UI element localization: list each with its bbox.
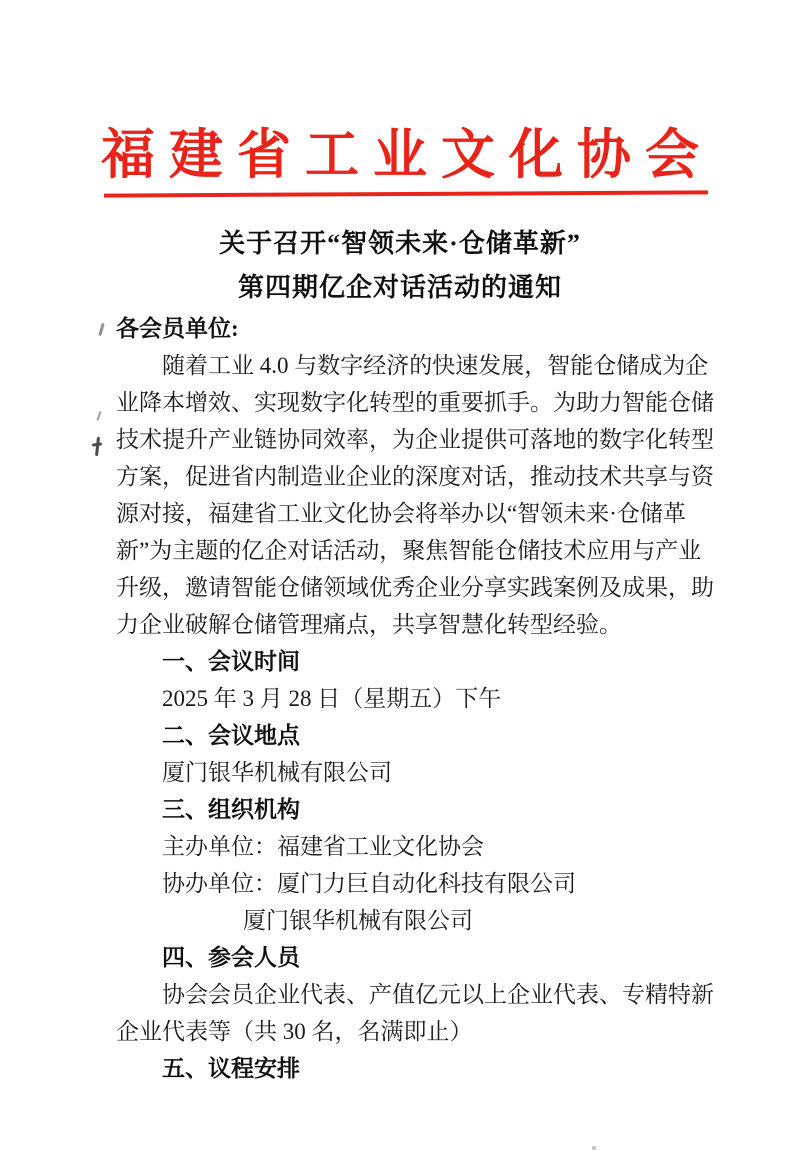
section-heading-organizers: 三、组织机构: [162, 797, 300, 822]
salutation: 各会员单位:: [116, 316, 239, 341]
notice-title: [100, 222, 700, 310]
intro-line-3: 技术提升产业链协同效率，为企业提供可落地的数字化转型: [116, 427, 714, 452]
organizer-co-host-line-2: 厦门银华机械有限公司: [243, 908, 473, 933]
scan-artifact: [92, 442, 102, 446]
letterhead-divider-line: [104, 190, 708, 197]
intro-line-6: 新”为主题的亿企对话活动，聚焦智能仓储技术应用与产业: [116, 538, 702, 563]
section-heading-participants: 四、参会人员: [162, 945, 300, 970]
scan-artifact: [98, 323, 104, 336]
intro-line-7: 升级，邀请智能仓储领域优秀企业分享实践案例及成果，助: [116, 575, 714, 600]
meeting-place-value: 厦门银华机械有限公司: [162, 760, 392, 785]
scan-artifact: [95, 437, 100, 456]
section-heading-meeting-place: 二、会议地点: [162, 723, 300, 748]
participants-line-1: 协会会员企业代表、产值亿元以上企业代表、专精特新: [162, 982, 714, 1007]
intro-line-4: 方案，促进省内制造业企业的深度对话，推动技术共享与资: [116, 464, 714, 489]
scan-artifact: [592, 1146, 596, 1150]
notice-body: [116, 310, 726, 1087]
organizer-co-host-line: 协办单位：厦门力巨自动化科技有限公司: [162, 871, 576, 896]
participants-line-2: 企业代表等（共 30 名，名满即止）: [116, 1019, 473, 1044]
notice-title-line2: 第四期亿企对话活动的通知: [237, 273, 562, 302]
scan-artifact: [96, 411, 101, 421]
intro-line-2: 业降本增效、实现数字化转型的重要抓手。为助力智能仓储: [116, 390, 714, 415]
intro-line-8: 力企业破解仓储管理痛点，共享智慧化转型经验。: [116, 612, 622, 637]
organizer-host-line: 主办单位：福建省工业文化协会: [162, 834, 484, 859]
letterhead-org-name: 福建省工业文化协会: [101, 125, 713, 185]
intro-line-5: 源对接，福建省工业文化协会将举办以“智领未来·仓储革: [116, 501, 686, 526]
section-heading-meeting-time: 一、会议时间: [162, 649, 300, 674]
notice-title-line1: 关于召开“智领未来·仓储革新”: [219, 229, 581, 258]
meeting-time-value: 2025 年 3 月 28 日（星期五）下午: [162, 686, 502, 711]
section-heading-agenda: 五、议程安排: [162, 1056, 300, 1081]
intro-line-1: 随着工业 4.0 与数字经济的快速发展，智能仓储成为企: [162, 353, 709, 378]
